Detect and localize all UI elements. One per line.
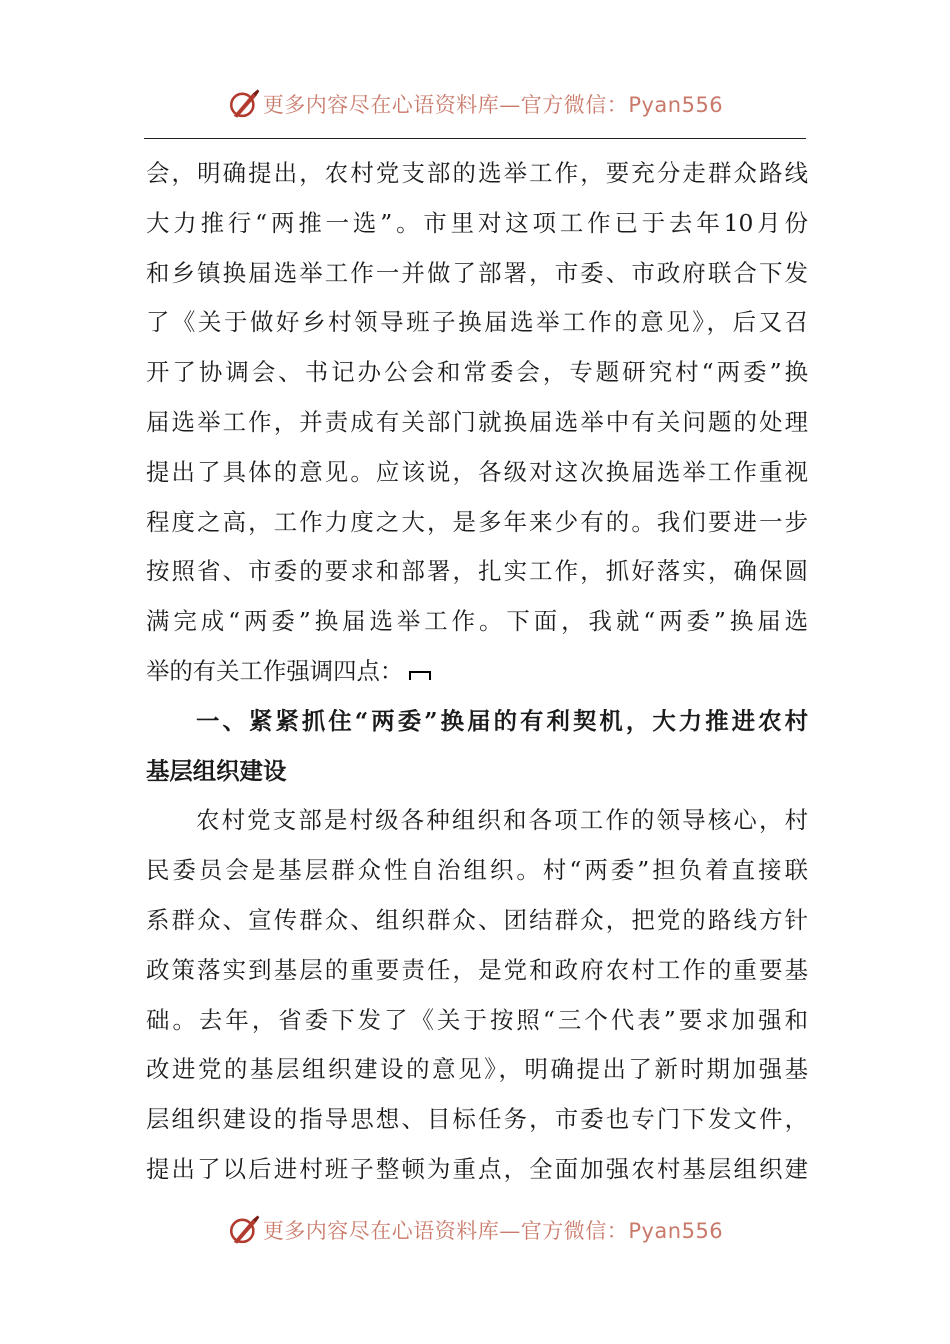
paragraph-line [146,348,808,398]
banner-label: 更多内容尽在心语资料库—官方微信： [262,93,629,117]
line-text: 础。去年，省委下发了《关于按照“三个代表”要求加强和 [146,1005,808,1034]
line-text: 层组织建设的指导思想、目标任务，市委也专门下发文件， [146,1105,808,1134]
paragraph-line [146,597,808,647]
banner-label: 更多内容尽在心语资料库—官方微信： [262,1219,629,1243]
paragraph-line [146,1145,808,1195]
wechat-id: Pyan556 [628,93,724,117]
pen-logo-icon [227,87,261,121]
paragraph-line [146,946,808,996]
line-text: 满完成“两委”换届选举工作。下面，我就“两委”换届选 [146,607,808,636]
line-text: 按照省、市委的要求和部署，扎实工作，抓好落实，确保圆 [146,557,808,586]
paragraph-mark-icon [409,669,431,681]
paragraph-line [146,547,808,597]
paragraph-line [146,1095,808,1145]
paragraph-line [146,448,808,498]
line-text: 届选举工作，并责成有关部门就换届选举中有关问题的处理 [146,407,808,436]
line-text: 提出了具体的意见。应该说，各级对这次换届选举工作重视 [146,457,808,486]
paragraph-line [146,647,808,697]
header-divider [144,138,806,139]
document-body [146,149,808,1195]
line-text: 改进党的基层组织建设的意见》，明确提出了新时期加强基 [146,1055,808,1084]
section-heading-line [146,697,808,747]
line-text: 基层组织建设 [146,756,287,785]
line-text: 了《关于做好乡村领导班子换届选举工作的意见》，后又召 [146,308,808,337]
paragraph-line [146,796,808,846]
paragraph-line [146,498,808,548]
line-text: 政策落实到基层的重要责任，是党和政府农村工作的重要基 [146,955,808,984]
pen-logo-icon [227,1213,261,1247]
line-text: 民委员会是基层群众性自治组织。村“两委”担负着直接联 [146,856,808,885]
line-text: 开了协调会、书记办公会和常委会，专题研究村“两委”换 [146,358,808,387]
header-banner [0,84,950,124]
paragraph-line [146,398,808,448]
banner-text [263,1215,723,1245]
banner-text [263,89,723,119]
paragraph-line [146,846,808,896]
line-text: 和乡镇换届选举工作一并做了部署，市委、市政府联合下发 [146,258,808,287]
paragraph-line [146,199,808,249]
line-text: 提出了以后进村班子整顿为重点，全面加强农村基层组织建 [146,1154,808,1183]
footer-banner [0,1210,950,1250]
line-text: 一、紧紧抓住“两委”换届的有利契机，大力推进农村 [196,706,808,735]
paragraph-line [146,149,808,199]
line-text: 会，明确提出，农村党支部的选举工作，要充分走群众路线 [146,159,808,187]
line-text: 程度之高，工作力度之大，是多年来少有的。我们要进一步 [146,507,808,536]
line-text: 举的有关工作强调四点： [146,656,404,685]
wechat-id: Pyan556 [628,1219,724,1243]
paragraph-line [146,996,808,1046]
line-text: 系群众、宣传群众、组织群众、团结群众，把党的路线方针 [146,905,808,934]
paragraph-line [146,298,808,348]
line-text: 大力推行“两推一选”。市里对这项工作已于去年10月份 [146,208,808,237]
paragraph-line [146,1045,808,1095]
paragraph-line [146,896,808,946]
paragraph-line [146,249,808,299]
section-heading-line [146,747,808,797]
line-text: 农村党支部是村级各种组织和各项工作的领导核心，村 [196,806,808,835]
